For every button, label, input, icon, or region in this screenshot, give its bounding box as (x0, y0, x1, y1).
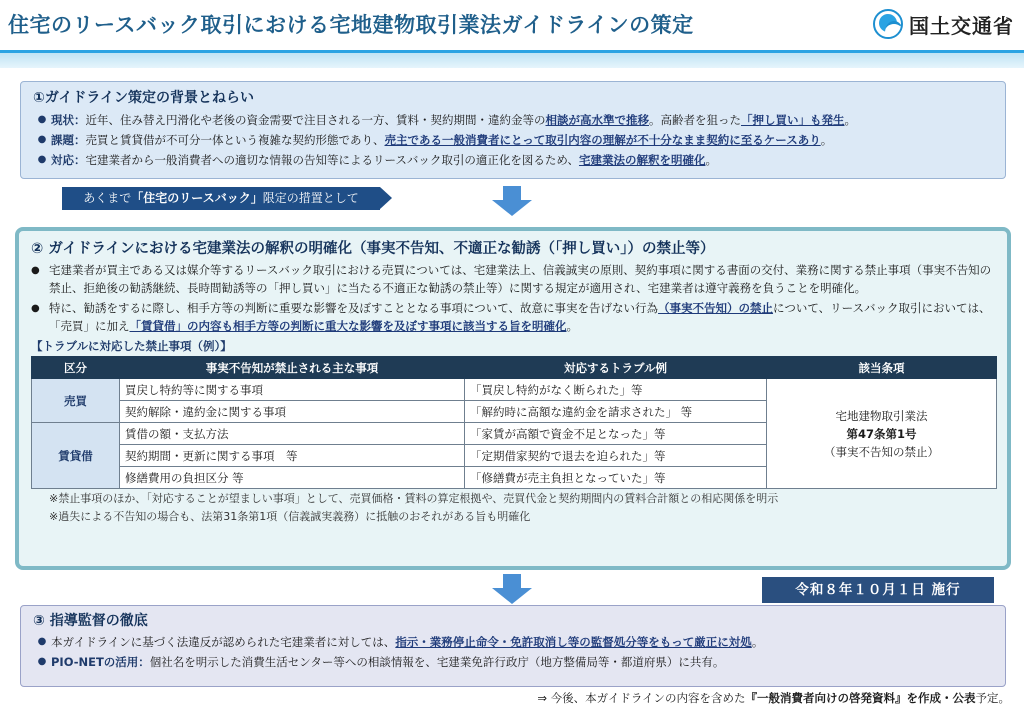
list-item: ● 対応： 宅建業者から一般消費者への適切な情報の告知等によるリースバック取引の適正化を図るため、 宅建業法の解釈を明確化 。 (33, 150, 993, 170)
section-supervision-title: ③ 指導監督の徹底 (33, 613, 148, 629)
table-header-row: 区分 事実不告知が禁止される主な事項 対応するトラブル例 該当条項 (32, 357, 997, 379)
page-title: 住宅のリースバック取引における宅地建物取引業法ガイドラインの策定 (8, 13, 694, 37)
header-divider (0, 50, 1024, 68)
table-row: 契約期間・更新に関する事項 等 「定期借家契約で退去を迫られた」等 (32, 445, 997, 467)
paragraph: ● 特に、勧誘をするに際し、相手方等の判断に重要な影響を及ぼすこととなる事項について、故意に事実を告げない行為（事実不告知）の禁止について、リースバック取引においては、「売買」に加え「賃貸借」の内容も相手方等の判断に重大な影響を及ぼす事項に該当する旨を明確化。 (31, 300, 995, 335)
note: ※過失による不告知の場合も、法第31条第1項（信義誠実義務）に抵触のおそれがある旨も明確化 (49, 510, 531, 523)
list-item: ● 現状： 近年、住み替え円滑化や老後の資金需要で注目される一方、賃料・契約期間・違約金等の 相談が高水準で推移 。高齢者を狙った 「押し買い」も発生 。 (33, 110, 993, 130)
effective-date-badge: 令和８年１０月１日 施行 (762, 577, 994, 603)
bullet-icon: ● (37, 636, 47, 647)
list-item: ● PIO-NETの活用： 個社名を明示した消費生活センター等への相談情報を、宅建業免許行政庁（地方整備局等・都道府県）に共有。 (33, 652, 993, 672)
table-row: 修繕費用の負担区分 等 「修繕費が売主負担となっていた」等 (32, 467, 997, 489)
ministry-name: 国土交通省 (909, 13, 1014, 38)
table-row: 契約解除・違約金に関する事項 「解約時に高額な違約金を請求された」 等 (32, 401, 997, 423)
category-cell: 売買 (32, 379, 120, 423)
section-background-title: ①ガイドライン策定の背景とねらい (33, 90, 255, 106)
bullet-icon: ● (37, 134, 47, 145)
table-row: 賃貸借 賃借の額・支払方法 「家賃が高額で資金不足となった」等 (32, 423, 997, 445)
section-interpretation (15, 227, 1011, 570)
section-interpretation-title: ② ガイドラインにおける宅建業法の解釈の明確化（事実不告知、不適正な勧誘（「押し買い」）の禁止等） (31, 241, 715, 257)
footer-note: ⇒ 今後、本ガイドラインの内容を含めた『一般消費者向けの啓発資料』を作成・公表予定。 (537, 691, 1010, 705)
down-arrow-icon (492, 574, 532, 604)
note: ※禁止事項のほか、「対応することが望ましい事項」として、売買価格・賃料の算定根拠や、売買代金と契約期間内の賃料合計額との相応関係を明示 (49, 492, 779, 505)
paragraph: ● 宅建業者が買主である又は媒介等するリースバック取引における売買については、宅建業法上、信義誠実の原則、契約事項に関する書面の交付、業務に関する禁止事項（事実不告知の禁止、拒絶後の勧誘継続、長時間勧誘等の「押し買い」に当たる不適正な勧誘の禁止等）に関する規定が適用され、宅建業者は遵守義務を負うことを明確化。 (31, 262, 995, 297)
mlit-logo-icon (873, 9, 903, 39)
prohibited-items-table (31, 356, 997, 489)
list-item: ● 本ガイドラインに基づく法違反が認められた宅建業者に対しては、 指示・業務停止命令・免許取消し等の監督処分等をもって厳正に対処 。 (33, 632, 993, 652)
section-background (20, 81, 1006, 179)
list-item: ● 課題： 売買と賃貸借が不可分一体という複雑な契約形態であり、 売主である一般消費者にとって取引内容の理解が不十分なまま契約に至るケースあり 。 (33, 130, 993, 150)
bullet-icon: ● (37, 154, 47, 165)
table-row: 売買 買戻し特約等に関する事項 「買戻し特約がなく断られた」等 宅地建物取引業法 第47条第1号 （事実不告知の禁止） (32, 379, 997, 401)
ministry-logo (873, 6, 1014, 42)
down-arrow-icon (492, 186, 532, 216)
law-cell: 宅地建物取引業法 第47条第1号 （事実不告知の禁止） (767, 379, 997, 489)
bullet-icon: ● (37, 114, 47, 125)
bullet-icon: ● (31, 303, 40, 314)
category-cell: 賃貸借 (32, 423, 120, 489)
scope-tag: あくまで「住宅のリースバック」限定の措置として (62, 187, 380, 210)
table-caption: 【トラブルに対応した禁止事項（例）】 (31, 339, 232, 353)
bullet-icon: ● (31, 265, 40, 276)
header (0, 0, 1024, 50)
section-supervision (20, 605, 1006, 687)
bullet-icon: ● (37, 656, 47, 667)
